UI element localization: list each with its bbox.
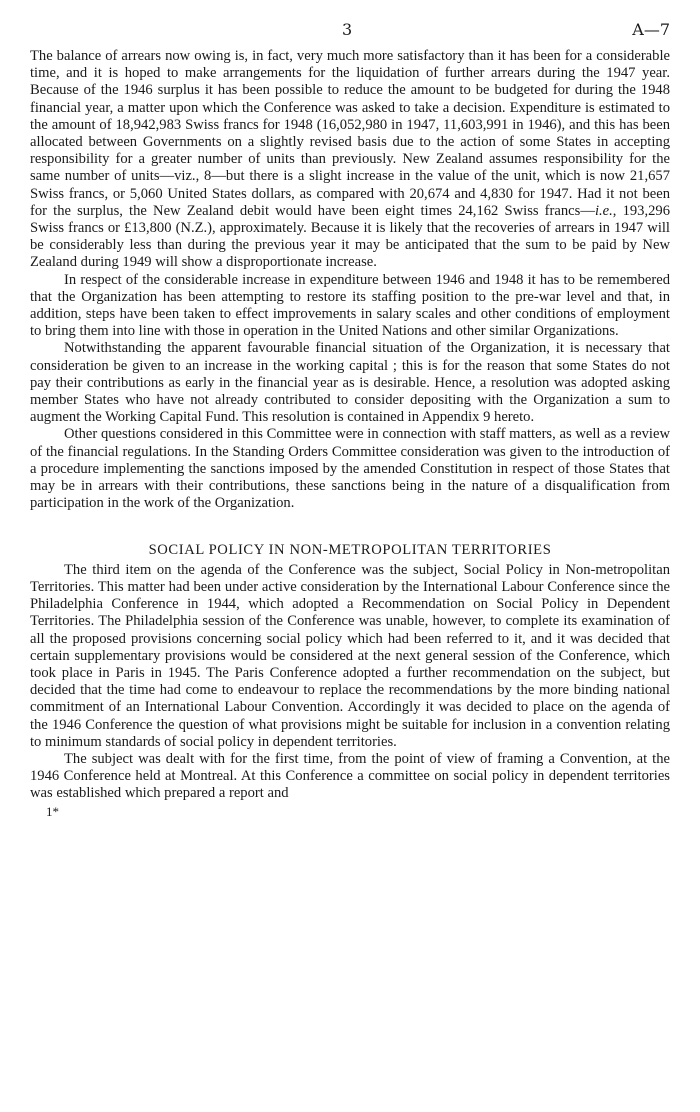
document-reference: A—7	[632, 20, 670, 39]
body-text	[30, 48, 670, 803]
paragraph-arrears	[30, 48, 670, 272]
paragraph-working-capital: Notwithstanding the apparent favourable financial situation of the Organization, it is necessary that consideration be given to an increase in the working capital ; this is for the reason that some States do not pay their contributions as early in the financial year as is desirable. Hence, a resolution was adopted asking member States who have not already contributed to consider depositing with the Organization a sum to augment the Working Capital Fund. This resolution is contained in Appendix 9 hereto.	[30, 340, 670, 426]
signature-mark: 1*	[46, 803, 59, 819]
section-heading: SOCIAL POLICY IN NON-METROPOLITAN TERRITORIES	[148, 542, 552, 559]
page-header	[30, 18, 670, 48]
document-page	[30, 18, 670, 820]
paragraph-arrears-text: The balance of arrears now owing is, in fact, very much more satisfactory than it has been for a considerable time, and it is hoped to make arrangements for the liquidation of further arrears during the 1947 year. Because of the 1946 surplus it has been possible to reduce the amount to be budgeted for during the 1948 financial year, a matter upon which the Conference was asked to take a decision. Expenditure is estimated to the amount of 18,942,983 Swiss francs for 1948 (16,052,980 in 1947, 11,603,991 in 1946), and this has been allocated between Governments on a slightly revised basis due to the action of some States in accepting responsibility for a greater number of units than previously. New Zealand assumes responsibility for the same number of units—viz., 8—but there is a slight increase in the value of the unit, which is now 21,657 Swiss francs, or 5,060 United States dollars, as compared with 20,674 and 4,830 for 1947. Had it not been for the surplus, the New Zealand debit would have been eight times 24,162 Swiss francs—	[30, 48, 670, 219]
page-number: 3	[342, 20, 353, 39]
paragraph-expenditure: In respect of the considerable increase in expenditure between 1946 and 1948 it has to be remembered that the Organization has been attempting to restore its staffing position to the pre-war level and that, in addition, steps have been taken to effect improvements in salary scales and other conditions of employment to bring them into line with those in operation in the United Nations and other similar Organizations.	[30, 271, 670, 340]
ie-abbreviation: i.e.	[594, 202, 613, 219]
paragraph-social-policy: The third item on the agenda of the Conference was the subject, Social Policy in Non-metropolitan Territories. This matter had been under active consideration by the International Labour Conference since the Philadelphia Conference in 1944, which adopted a Recommendation on Social Policy in Dependent Territories. The Philadelphia session of the Conference was unable, however, to complete its examination of all the proposed provisions concerning social policy which had been referred to it, and it was decided that certain supplementary provisions would be considered at the next general session of the Conference, which took place in Paris in 1945. The Paris Conference adopted a further recommendation on the subject, but decided that the time had come to endeavour to replace the recommendations by the more binding national commitment of an International Labour Convention. Accordingly it was decided to place on the agenda of the 1946 Conference the question of what provisions might be suitable for inclusion in a convention relating to minimum standards of social policy in dependent territories.	[30, 561, 670, 750]
paragraph-other-questions: Other questions considered in this Committee were in connection with staff matters, as well as a review of the financial regulations. In the Standing Orders Committee consideration was given to the introduction of a procedure implementing the sanctions imposed by the amended Constitution in respect of those States that may be in arrears with their contributions, these sanctions being in the nature of a disqualification from participation in the work of the Organization.	[30, 426, 670, 512]
paragraph-arrears-end: , 193,296 Swiss francs or £13,800 (N.Z.), approximately. Because it is likely that the recoveries of arrears in 1947 will be considerably less than during the previous year it may be anticipated that the sum to be paid by New Zealand during 1949 will show a disproportionate increase.	[30, 202, 670, 271]
paragraph-montreal: The subject was dealt with for the first time, from the point of view of framing a Convention, at the 1946 Conference held at Montreal. At this Conference a committee on social policy in dependent territories was established which prepared a report and	[30, 750, 670, 802]
